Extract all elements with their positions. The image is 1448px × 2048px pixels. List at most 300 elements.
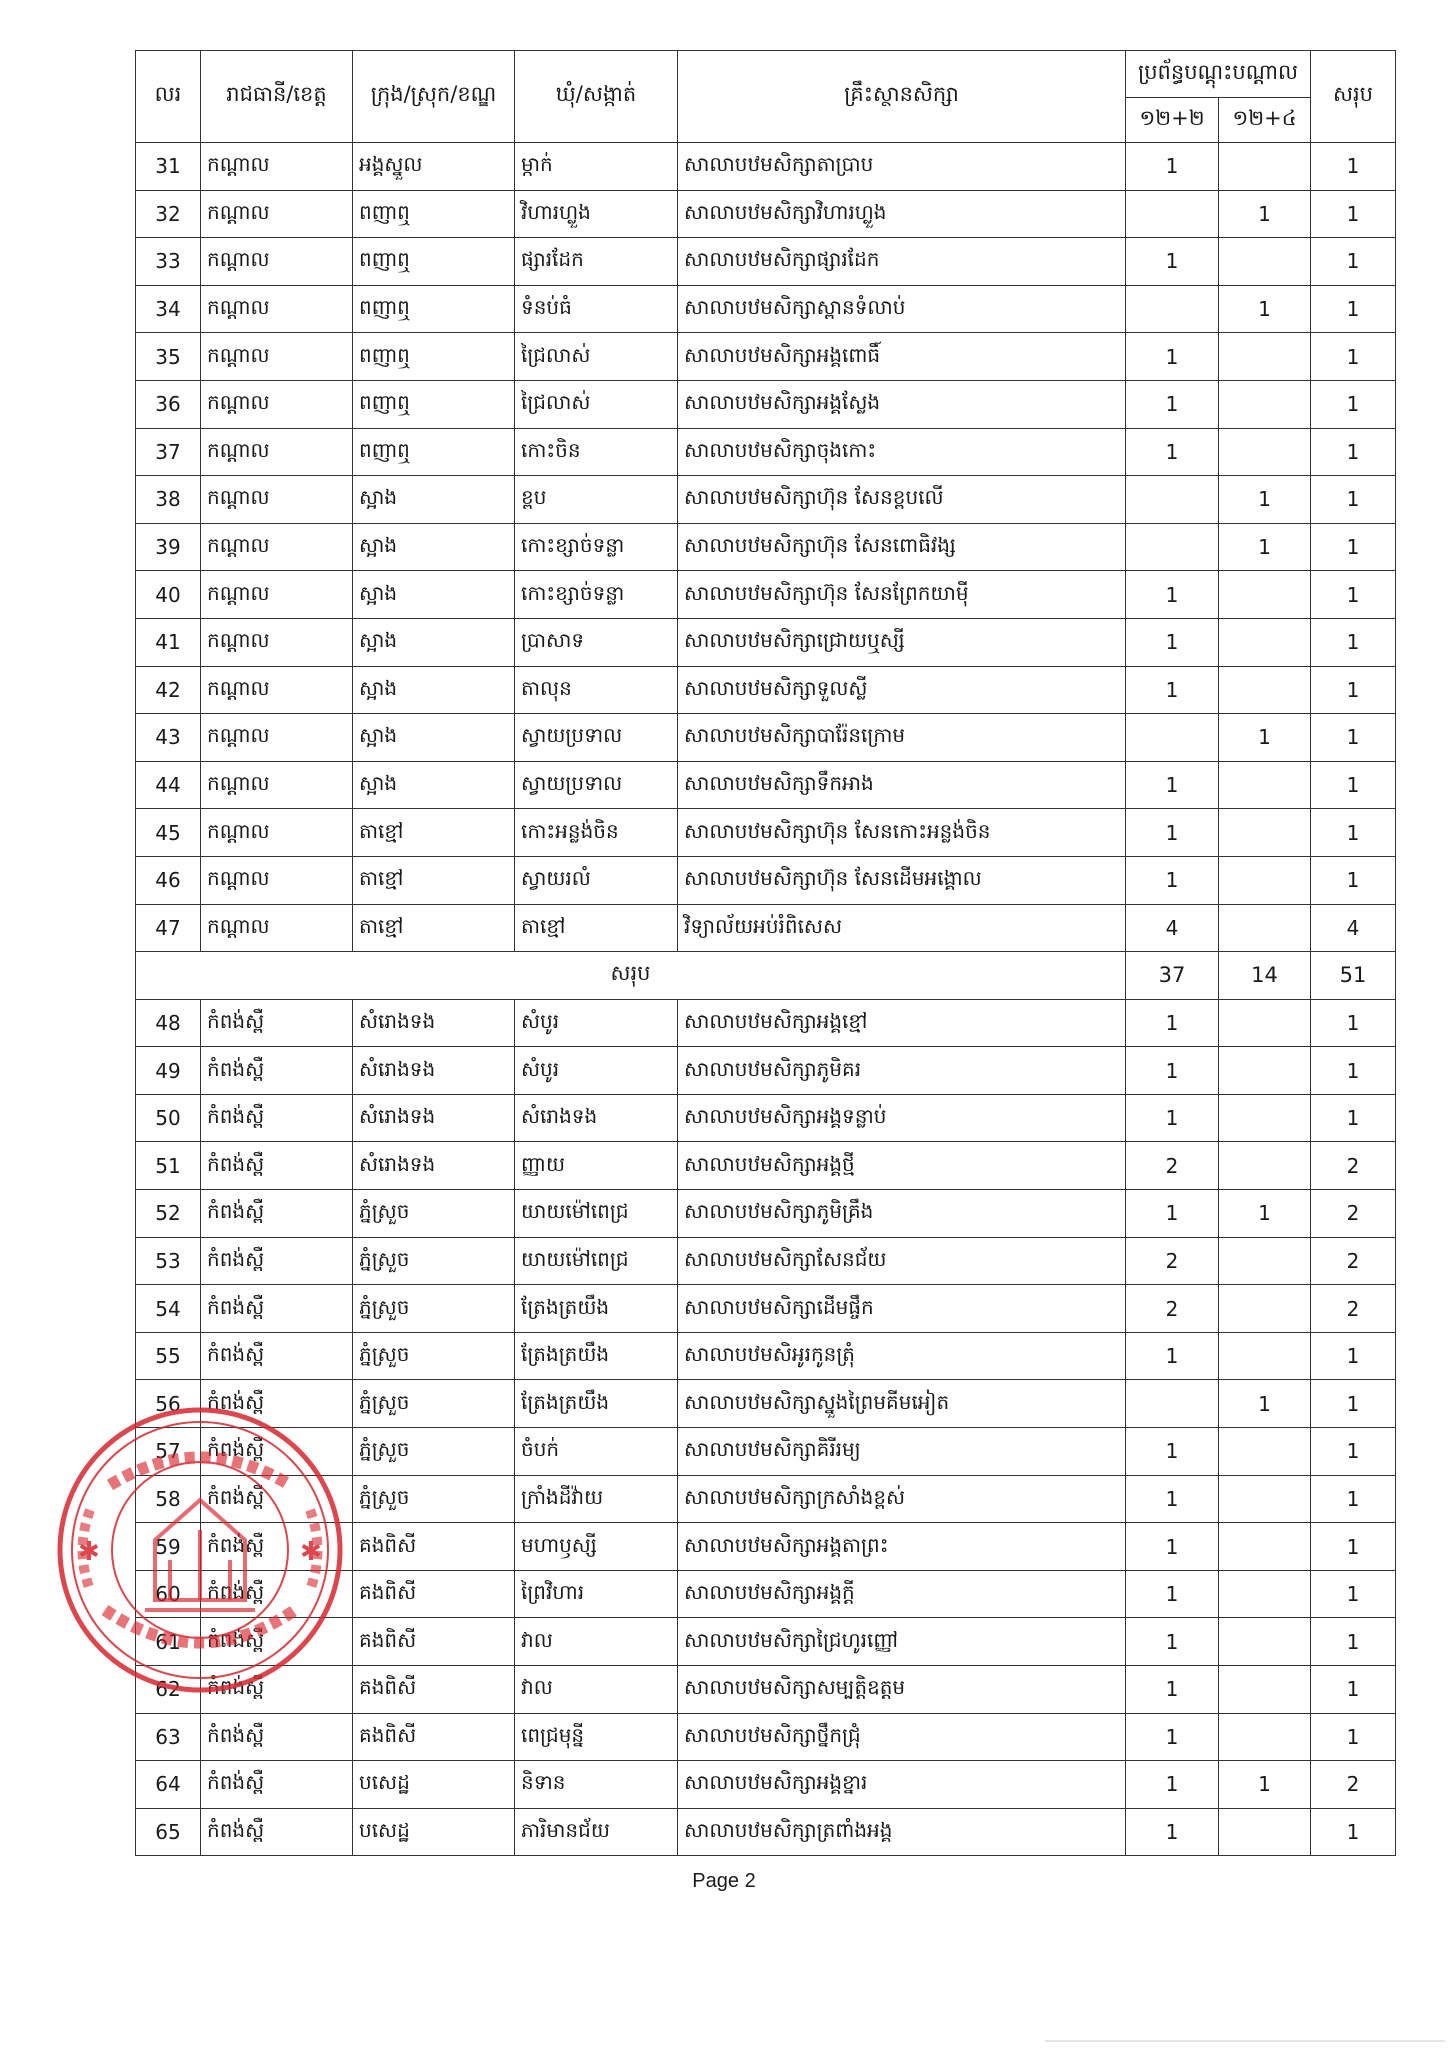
cell-school: សាលាបឋមសិក្សាស្នួងព្រៃមគីមអៀត: [678, 1380, 1126, 1428]
cell-no: 40: [136, 571, 201, 619]
cell-district: ភ្នំស្រួច: [353, 1332, 515, 1380]
cell-province: កំពង់ស្ពឺ: [201, 1332, 353, 1380]
header-district: ក្រុង/ស្រុក/ខណ្ឌ: [353, 51, 515, 143]
cell-district: គងពិសី: [353, 1713, 515, 1761]
cell-district: តាខ្មៅ: [353, 809, 515, 857]
table-row: [136, 523, 1396, 571]
cell-total: 1: [1311, 190, 1396, 238]
cell-province: កំពង់ស្ពឺ: [201, 1808, 353, 1856]
cell-12-2: 1: [1126, 238, 1219, 286]
cell-district: គងពិសី: [353, 1666, 515, 1714]
cell-province: កណ្តាល: [201, 714, 353, 762]
cell-province: កណ្តាល: [201, 476, 353, 524]
cell-total: 1: [1311, 380, 1396, 428]
cell-12-2: 1: [1126, 1713, 1219, 1761]
cell-12-2: 1: [1126, 571, 1219, 619]
cell-school: សាលាបឋមសិក្សាជ្រៃហូរញ្ញៅ: [678, 1618, 1126, 1666]
cell-school: សាលាបឋមសិក្សាក្រសាំងខ្ពស់: [678, 1475, 1126, 1523]
cell-commune: តាខ្មៅ: [515, 904, 678, 952]
cell-province: កណ្តាល: [201, 809, 353, 857]
cell-12-4: [1219, 809, 1311, 857]
cell-province: កំពង់ស្ពឺ: [201, 1142, 353, 1190]
cell-12-2: 1: [1126, 999, 1219, 1047]
cell-province: កណ្តាល: [201, 285, 353, 333]
cell-commune: មហាឫស្សី: [515, 1523, 678, 1571]
table-row: [136, 714, 1396, 762]
cell-school: សាលាបឋមសិក្សាអង្គទន្លាប់: [678, 1094, 1126, 1142]
cell-12-2: 1: [1126, 856, 1219, 904]
cell-12-2: 1: [1126, 1094, 1219, 1142]
cell-district: សំរោងទង: [353, 1142, 515, 1190]
cell-12-4: [1219, 856, 1311, 904]
cell-12-4: [1219, 618, 1311, 666]
cell-12-4: [1219, 1618, 1311, 1666]
table-row: [136, 190, 1396, 238]
cell-province: កំពង់ស្ពឺ: [201, 1666, 353, 1714]
cell-total: 1: [1311, 1475, 1396, 1523]
header-no: លរ: [136, 51, 201, 143]
table-row: [136, 618, 1396, 666]
cell-commune: យាយម៉ៅពេជ្រ: [515, 1190, 678, 1238]
cell-no: 46: [136, 856, 201, 904]
cell-12-4: [1219, 143, 1311, 191]
cell-district: គងពិសី: [353, 1523, 515, 1571]
cell-commune: ត្រែងត្រយឹង: [515, 1332, 678, 1380]
cell-province: កណ្តាល: [201, 523, 353, 571]
cell-12-2: 1: [1126, 333, 1219, 381]
cell-no: 48: [136, 999, 201, 1047]
cell-no: 39: [136, 523, 201, 571]
cell-no: 44: [136, 761, 201, 809]
cell-12-4: [1219, 1428, 1311, 1476]
cell-12-4: [1219, 1666, 1311, 1714]
cell-total: 2: [1311, 1237, 1396, 1285]
cell-no: 56: [136, 1380, 201, 1428]
cell-commune: ព្រៃវិហារ: [515, 1570, 678, 1618]
cell-no: 57: [136, 1428, 201, 1476]
cell-total: 1: [1311, 333, 1396, 381]
cell-12-2: 1: [1126, 1761, 1219, 1809]
table-row: [136, 380, 1396, 428]
table-row: [136, 666, 1396, 714]
cell-12-4: 1: [1219, 1190, 1311, 1238]
table-row: [136, 1332, 1396, 1380]
header-total: សរុប: [1311, 51, 1396, 143]
cell-12-4: [1219, 1142, 1311, 1190]
cell-total: 1: [1311, 1523, 1396, 1571]
cell-commune: យាយម៉ៅពេជ្រ: [515, 1237, 678, 1285]
header-training-system: ប្រព័ន្ធបណ្តុះបណ្តាល: [1126, 51, 1311, 98]
cell-commune: កោះខ្សាច់ទន្លា: [515, 571, 678, 619]
cell-commune: វិហារហ្លួង: [515, 190, 678, 238]
cell-school: សាលាបឋមសិក្សាហ៊ុន សែនព្រែកយាម៉ី: [678, 571, 1126, 619]
cell-12-2: 2: [1126, 1142, 1219, 1190]
header-commune: ឃុំ/សង្កាត់: [515, 51, 678, 143]
cell-12-4: 1: [1219, 1380, 1311, 1428]
cell-no: 52: [136, 1190, 201, 1238]
cell-commune: សំរោងទង: [515, 1094, 678, 1142]
table-row: [136, 999, 1396, 1047]
cell-province: កណ្តាល: [201, 238, 353, 286]
cell-district: ពញាឮ: [353, 285, 515, 333]
cell-12-2: 1: [1126, 1618, 1219, 1666]
cell-no: 58: [136, 1475, 201, 1523]
table-row: [136, 333, 1396, 381]
cell-no: 62: [136, 1666, 201, 1714]
cell-district: ស្អាង: [353, 714, 515, 762]
cell-district: ពញាឮ: [353, 380, 515, 428]
cell-commune: កោះអន្លង់ចិន: [515, 809, 678, 857]
cell-total: 1: [1311, 1618, 1396, 1666]
cell-school: សាលាបឋមសិក្សាចុងកោះ: [678, 428, 1126, 476]
cell-school: សាលាបឋមសិក្សាត្រពាំងអង្គ: [678, 1808, 1126, 1856]
cell-12-2: 1: [1126, 1047, 1219, 1095]
cell-no: 53: [136, 1237, 201, 1285]
cell-12-4: [1219, 428, 1311, 476]
cell-commune: សំបូរ: [515, 1047, 678, 1095]
table-row: [136, 1142, 1396, 1190]
cell-12-2: [1126, 1380, 1219, 1428]
cell-12-4: [1219, 1523, 1311, 1571]
cell-12-2: 2: [1126, 1285, 1219, 1333]
cell-province: កំពង់ស្ពឺ: [201, 1523, 353, 1571]
cell-district: ពញាឮ: [353, 333, 515, 381]
table-row: [136, 571, 1396, 619]
cell-commune: វាល: [515, 1666, 678, 1714]
cell-school: សាលាបឋមសិក្សាភូមិគ្រឹង: [678, 1190, 1126, 1238]
cell-total: 1: [1311, 238, 1396, 286]
cell-12-2: 1: [1126, 1475, 1219, 1523]
cell-12-4: [1219, 1713, 1311, 1761]
cell-total: 1: [1311, 666, 1396, 714]
cell-no: 35: [136, 333, 201, 381]
cell-12-4: [1219, 1570, 1311, 1618]
cell-12-4: [1219, 1047, 1311, 1095]
cell-school: សាលាបឋមសិក្សាហ៊ុន សែនកោះអន្លង់ចិន: [678, 809, 1126, 857]
cell-province: កណ្តាល: [201, 904, 353, 952]
cell-12-4: [1219, 571, 1311, 619]
table-row: [136, 904, 1396, 952]
cell-district: ពញាឮ: [353, 428, 515, 476]
cell-total: 1: [1311, 856, 1396, 904]
cell-no: 33: [136, 238, 201, 286]
page-footer: Page 2: [692, 1870, 756, 1892]
table-row: [136, 1285, 1396, 1333]
subtotal-label: សរុប: [136, 952, 1126, 1000]
cell-no: 51: [136, 1142, 201, 1190]
cell-district: ភ្នំស្រួច: [353, 1285, 515, 1333]
cell-school: សាលាបឋមសិក្សាជ្រោយឬស្សី: [678, 618, 1126, 666]
cell-12-2: 4: [1126, 904, 1219, 952]
cell-12-4: [1219, 904, 1311, 952]
cell-commune: ទំនប់ធំ: [515, 285, 678, 333]
cell-total: 2: [1311, 1142, 1396, 1190]
cell-district: សំរោងទង: [353, 999, 515, 1047]
cell-12-4: 1: [1219, 714, 1311, 762]
cell-total: 2: [1311, 1285, 1396, 1333]
table-row: [136, 285, 1396, 333]
cell-12-4: [1219, 380, 1311, 428]
cell-school: សាលាបឋមសិក្សាតាប្រាប: [678, 143, 1126, 191]
cell-province: កំពង់ស្ពឺ: [201, 1285, 353, 1333]
table-row: [136, 856, 1396, 904]
cell-commune: ញ្ញាយ: [515, 1142, 678, 1190]
cell-commune: ម្កាក់: [515, 143, 678, 191]
cell-province: កណ្តាល: [201, 333, 353, 381]
seal-rings: [60, 1410, 340, 1690]
cell-12-4: [1219, 1332, 1311, 1380]
cell-province: កណ្តាល: [201, 571, 353, 619]
cell-12-2: 1: [1126, 143, 1219, 191]
cell-district: បសេដ្ឋ: [353, 1761, 515, 1809]
cell-province: កណ្តាល: [201, 428, 353, 476]
cell-12-2: 1: [1126, 618, 1219, 666]
table-row: [136, 761, 1396, 809]
cell-province: កណ្តាល: [201, 190, 353, 238]
seal-text-arc-bottom: [105, 1610, 295, 1643]
subtotal-row: [136, 952, 1396, 1000]
cell-12-2: 1: [1126, 1332, 1219, 1380]
cell-commune: ក្រាំងដីវ៉ាយ: [515, 1475, 678, 1523]
cell-12-4: [1219, 1285, 1311, 1333]
cell-12-4: 1: [1219, 1761, 1311, 1809]
table-body-kandal: [136, 143, 1396, 952]
cell-no: 32: [136, 190, 201, 238]
cell-12-2: [1126, 476, 1219, 524]
cell-commune: ផ្សារដែក: [515, 238, 678, 286]
cell-12-4: 1: [1219, 523, 1311, 571]
header-12-4: ១២+៤: [1219, 98, 1311, 143]
cell-province: កំពង់ស្ពឺ: [201, 1094, 353, 1142]
cell-province: កណ្តាល: [201, 380, 353, 428]
cell-12-2: 1: [1126, 1428, 1219, 1476]
cell-12-4: [1219, 761, 1311, 809]
cell-province: កំពង់ស្ពឺ: [201, 1237, 353, 1285]
cell-total: 4: [1311, 904, 1396, 952]
cell-commune: ជ្រៃលាស់: [515, 333, 678, 381]
cell-12-2: [1126, 285, 1219, 333]
seal-star-right: ✱: [300, 1537, 322, 1567]
table-row: [136, 238, 1396, 286]
cell-commune: ត្រែងត្រយឹង: [515, 1285, 678, 1333]
cell-commune: ខ្ពប: [515, 476, 678, 524]
cell-school: សាលាបឋមសិក្សាអង្គពោធិ៍: [678, 333, 1126, 381]
cell-province: កំពង់ស្ពឺ: [201, 1428, 353, 1476]
cell-province: កំពង់ស្ពឺ: [201, 1475, 353, 1523]
cell-12-2: 1: [1126, 666, 1219, 714]
cell-12-4: [1219, 1475, 1311, 1523]
cell-school: សាលាបឋមសិក្សាផ្សារដែក: [678, 238, 1126, 286]
cell-school: សាលាបឋមសិក្សាហ៊ុន សែនពោធិវង្ស: [678, 523, 1126, 571]
cell-no: 34: [136, 285, 201, 333]
cell-12-2: [1126, 714, 1219, 762]
cell-commune: ស្វាយប្រទាល: [515, 761, 678, 809]
cell-12-2: 1: [1126, 1570, 1219, 1618]
subtotal-body: [136, 952, 1396, 1000]
subtotal-12-2: 37: [1126, 952, 1219, 1000]
cell-total: 1: [1311, 1808, 1396, 1856]
cell-no: 50: [136, 1094, 201, 1142]
cell-total: 1: [1311, 476, 1396, 524]
header-school: គ្រឹះស្ថានសិក្សា: [678, 51, 1126, 143]
cell-school: សាលាបឋមសិក្សាហ៊ុន សែនដើមអង្គោល: [678, 856, 1126, 904]
cell-province: កំពង់ស្ពឺ: [201, 1570, 353, 1618]
cell-school: សាលាបឋមសិក្សាអង្គតាព្រះ: [678, 1523, 1126, 1571]
cell-school: សាលាបឋមសិក្សាអង្គថ្មី: [678, 1142, 1126, 1190]
cell-total: 2: [1311, 1761, 1396, 1809]
cell-province: កំពង់ស្ពឺ: [201, 1713, 353, 1761]
cell-school: សាលាបឋមសិក្សាអង្គខ្នារ: [678, 1761, 1126, 1809]
cell-no: 45: [136, 809, 201, 857]
cell-12-2: 1: [1126, 1808, 1219, 1856]
cell-no: 59: [136, 1523, 201, 1571]
cell-province: កំពង់ស្ពឺ: [201, 1190, 353, 1238]
cell-no: 37: [136, 428, 201, 476]
cell-school: សាលាបឋមសិក្សាវិហារហ្លួង: [678, 190, 1126, 238]
cell-total: 1: [1311, 761, 1396, 809]
cell-total: 1: [1311, 1570, 1396, 1618]
cell-total: 1: [1311, 1047, 1396, 1095]
cell-commune: ពេជ្រមុន្នី: [515, 1713, 678, 1761]
cell-school: វិទ្យាល័យអប់រំពិសេស: [678, 904, 1126, 952]
cell-total: 1: [1311, 285, 1396, 333]
cell-school: សាលាបឋមសិក្សាបារ៉ែនក្រោម: [678, 714, 1126, 762]
cell-12-4: [1219, 999, 1311, 1047]
cell-no: 42: [136, 666, 201, 714]
cell-12-2: 1: [1126, 428, 1219, 476]
cell-commune: ជ្រៃលាស់: [515, 380, 678, 428]
cell-commune: វាល: [515, 1618, 678, 1666]
cell-12-4: 1: [1219, 476, 1311, 524]
cell-12-4: [1219, 238, 1311, 286]
cell-commune: ស្វាយប្រទាល: [515, 714, 678, 762]
cell-no: 38: [136, 476, 201, 524]
cell-no: 64: [136, 1761, 201, 1809]
cell-school: សាលាបឋមសិក្សាអង្គខ្មៅ: [678, 999, 1126, 1047]
cell-no: 63: [136, 1713, 201, 1761]
cell-total: 1: [1311, 1332, 1396, 1380]
cell-total: 2: [1311, 1190, 1396, 1238]
cell-province: កំពង់ស្ពឺ: [201, 999, 353, 1047]
cell-total: 1: [1311, 1094, 1396, 1142]
table-row: [136, 143, 1396, 191]
cell-school: សាលាបឋមសិក្សាទឹកអាង: [678, 761, 1126, 809]
cell-commune: ស្វាយរលំ: [515, 856, 678, 904]
cell-district: អង្គស្នួល: [353, 143, 515, 191]
cell-no: 61: [136, 1618, 201, 1666]
cell-district: ស្អាង: [353, 618, 515, 666]
cell-total: 1: [1311, 428, 1396, 476]
header-province: រាជធានី/ខេត្ត: [201, 51, 353, 143]
cell-district: ពញាឮ: [353, 238, 515, 286]
cell-no: 47: [136, 904, 201, 952]
cell-school: សាលាបឋមសិក្សាគិរីរម្យ: [678, 1428, 1126, 1476]
table-row: [136, 1237, 1396, 1285]
cell-district: សំរោងទង: [353, 1094, 515, 1142]
cell-total: 1: [1311, 1713, 1396, 1761]
cell-total: 1: [1311, 571, 1396, 619]
cell-district: ភ្នំស្រួច: [353, 1475, 515, 1523]
cell-commune: និទាន: [515, 1761, 678, 1809]
cell-commune: កោះខ្សាច់ទន្លា: [515, 523, 678, 571]
cell-12-4: 1: [1219, 285, 1311, 333]
cell-district: តាខ្មៅ: [353, 904, 515, 952]
cell-no: 41: [136, 618, 201, 666]
cell-no: 65: [136, 1808, 201, 1856]
page-edge-shadow: [1045, 2040, 1445, 2042]
cell-province: កណ្តាល: [201, 618, 353, 666]
cell-total: 1: [1311, 714, 1396, 762]
cell-district: ភ្នំស្រួច: [353, 1380, 515, 1428]
table-row: [136, 1713, 1396, 1761]
cell-12-2: 1: [1126, 1190, 1219, 1238]
cell-commune: តាលុន: [515, 666, 678, 714]
cell-12-4: [1219, 1237, 1311, 1285]
cell-no: 54: [136, 1285, 201, 1333]
cell-total: 1: [1311, 999, 1396, 1047]
cell-district: គងពិសី: [353, 1618, 515, 1666]
cell-province: កណ្តាល: [201, 666, 353, 714]
cell-school: សាលាបឋមសិក្សាអង្គក្តី: [678, 1570, 1126, 1618]
cell-total: 1: [1311, 618, 1396, 666]
cell-total: 1: [1311, 523, 1396, 571]
table-row: [136, 809, 1396, 857]
cell-commune: ប្រាសាទ: [515, 618, 678, 666]
cell-12-4: [1219, 333, 1311, 381]
cell-12-2: 1: [1126, 380, 1219, 428]
header-12-2: ១២+២: [1126, 98, 1219, 143]
cell-district: ស្អាង: [353, 476, 515, 524]
cell-12-2: 1: [1126, 809, 1219, 857]
cell-12-4: 1: [1219, 190, 1311, 238]
cell-12-4: [1219, 1094, 1311, 1142]
cell-school: សាលាបឋមសិក្សាសម្បត្តិឧត្តម: [678, 1666, 1126, 1714]
cell-12-4: [1219, 1808, 1311, 1856]
table-row: [136, 1094, 1396, 1142]
cell-school: សាលាបឋមសិក្សាស្ពានទំលាប់: [678, 285, 1126, 333]
cell-12-4: [1219, 666, 1311, 714]
cell-district: ភ្នំស្រួច: [353, 1190, 515, 1238]
cell-12-2: [1126, 190, 1219, 238]
subtotal-total: 51: [1311, 952, 1396, 1000]
cell-province: កំពង់ស្ពឺ: [201, 1380, 353, 1428]
cell-school: សាលាបឋមសិក្សាសែនជ័យ: [678, 1237, 1126, 1285]
seal-star-left: ✱: [78, 1537, 100, 1567]
cell-commune: ភារិមានជ័យ: [515, 1808, 678, 1856]
cell-district: ភ្នំស្រួច: [353, 1237, 515, 1285]
cell-school: សាលាបឋមសិអូរកូនត្រុំ: [678, 1332, 1126, 1380]
cell-district: ពញាឮ: [353, 190, 515, 238]
cell-province: កណ្តាល: [201, 143, 353, 191]
cell-commune: កោះចិន: [515, 428, 678, 476]
cell-district: សំរោងទង: [353, 1047, 515, 1095]
subtotal-12-4: 14: [1219, 952, 1311, 1000]
table-row: [136, 1190, 1396, 1238]
cell-total: 1: [1311, 1380, 1396, 1428]
cell-commune: ត្រែងត្រយឹង: [515, 1380, 678, 1428]
cell-district: ស្អាង: [353, 571, 515, 619]
cell-district: គងពិសី: [353, 1570, 515, 1618]
cell-school: សាលាបឋមសិក្សាថ្នឹកជ្រុំ: [678, 1713, 1126, 1761]
cell-school: សាលាបឋមសិក្សាភូមិគរ: [678, 1047, 1126, 1095]
cell-province: កំពង់ស្ពឺ: [201, 1047, 353, 1095]
cell-total: 1: [1311, 143, 1396, 191]
cell-12-2: [1126, 523, 1219, 571]
cell-district: ស្អាង: [353, 666, 515, 714]
table-row: [136, 1808, 1396, 1856]
cell-12-2: 1: [1126, 1666, 1219, 1714]
cell-district: ស្អាង: [353, 523, 515, 571]
